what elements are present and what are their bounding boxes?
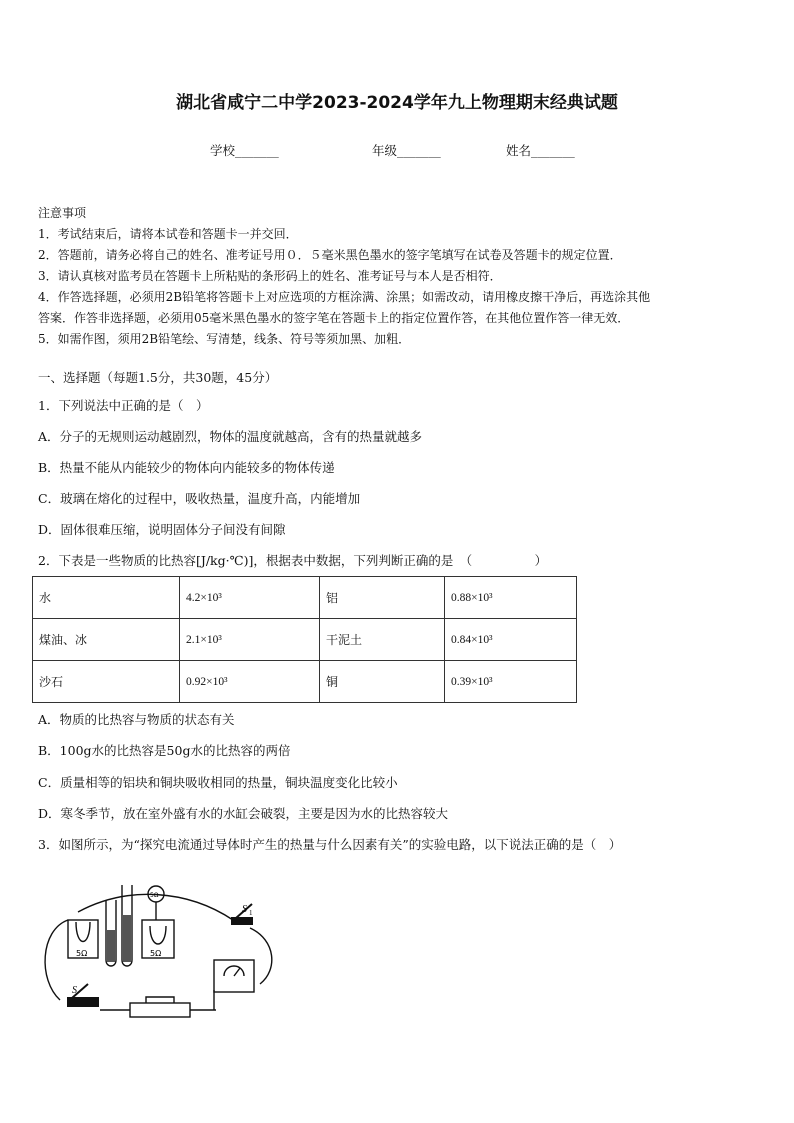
table-cell: 煤油、冰 [33, 619, 180, 661]
q1-option-d: D．固体很难压缩，说明固体分子间没有间隙 [38, 522, 286, 537]
table-row [33, 577, 577, 619]
right-resistor-label: 5Ω [150, 949, 162, 958]
left-resistor-coil [76, 922, 90, 942]
student-info-row [0, 141, 794, 161]
table-cell: 沙石 [33, 661, 180, 703]
left-resistor-label: 5Ω [76, 949, 88, 958]
name-label: 姓名 [506, 143, 532, 158]
table-cell: 4.2×10³ [180, 577, 320, 619]
section-heading: 一、选择题（每题1.5分，共30题，45分） [38, 370, 278, 385]
table-cell: 水 [33, 577, 180, 619]
grade-field[interactable] [372, 141, 441, 159]
notes-block [38, 203, 762, 350]
q1-option-a: A．分子的无规则运动越剧烈，物体的温度就越高，含有的热量就越多 [38, 429, 423, 444]
table-row [33, 661, 577, 703]
grade-blank: _______ [397, 143, 441, 158]
question-1-stem: 1．下列说法中正确的是（ ） [38, 398, 209, 413]
name-blank: _______ [531, 143, 575, 158]
note-item: 2．答题前，请务必将自己的姓名、准考证号用０．５毫米黑色墨水的签字笔填写在试卷及答题卡的规定位置． [38, 248, 622, 262]
q2-option-a: A．物质的比热容与物质的状态有关 [38, 712, 235, 727]
circuit-diagram [38, 860, 278, 1030]
wire-right [250, 928, 272, 984]
q2-option-c: C．质量相等的铝块和铜块吸收相同的热量，铜块温度变化比较小 [38, 775, 398, 790]
school-field[interactable] [210, 141, 279, 159]
table-cell: 0.88×10³ [445, 577, 577, 619]
switch-s-label: S [72, 985, 77, 996]
right-resistor-coil [150, 926, 166, 944]
table-cell: 干泥土 [320, 619, 445, 661]
question-2-stem: 2．下表是一些物质的比热容[J/kg·℃)]，根据表中数据，下列判断正确的是 （ ） [38, 553, 548, 568]
table-row [33, 619, 577, 661]
question-3-stem: 3．如图所示，为“探究电流通过导体时产生的热量与什么因素有关”的实验电路，以下说法正确的是（ ） [38, 837, 622, 852]
page-title: 湖北省咸宁二中学2023-2024学年九上物理期末经典试题 [176, 93, 618, 113]
switch-s1-icon [232, 918, 252, 924]
top-resistor-label: 5Ω [150, 892, 159, 899]
table-cell: 铜 [320, 661, 445, 703]
q2-option-d: D．寒冬季节，放在室外盛有水的水缸会破裂，主要是因为水的比热容较大 [38, 806, 449, 821]
table-cell: 0.39×10³ [445, 661, 577, 703]
q1-option-c: C．玻璃在熔化的过程中，吸收热量，温度升高，内能增加 [38, 491, 361, 506]
note-item: 4．作答选择题，必须用2B铅笔将答题卡上对应选项的方框涂满、涂黑；如需改动，请用橡皮擦干净后，再选涂其他 [38, 290, 651, 304]
switch-s-icon [68, 998, 98, 1006]
table-cell: 铝 [320, 577, 445, 619]
name-field[interactable] [506, 141, 575, 159]
table-cell: 0.84×10³ [445, 619, 577, 661]
notes-heading: 注意事项 [38, 206, 87, 220]
school-label: 学校 [210, 143, 236, 158]
table-cell: 2.1×10³ [180, 619, 320, 661]
note-item: 答案．作答非选择题，必须用05毫米黑色墨水的签字笔在答题卡上的指定位置作答，在其他位置作答一律无效． [38, 311, 630, 325]
note-item: 3．请认真核对监考员在答题卡上所粘贴的条形码上的姓名、准考证号与本人是否相符． [38, 269, 502, 283]
grade-label: 年级 [372, 143, 398, 158]
table-cell: 0.92×10³ [180, 661, 320, 703]
note-item: 1．考试结束后，请将本试卷和答题卡一并交回． [38, 227, 298, 241]
q1-option-b: B．热量不能从内能较少的物体向内能较多的物体传递 [38, 460, 335, 475]
school-blank: _______ [235, 143, 279, 158]
q2-option-b: B．100g水的比热容是50g水的比热容的两倍 [38, 743, 291, 758]
rheostat-icon [130, 1003, 190, 1017]
switch-s1-subscript: 1 [249, 909, 253, 917]
specific-heat-table [32, 576, 577, 703]
switch-s1-label: S [242, 904, 247, 915]
note-item: 5．如需作图，须用2B铅笔绘、写清楚，线条、符号等须加黑、加粗． [38, 332, 411, 346]
wire-left [45, 920, 68, 1000]
